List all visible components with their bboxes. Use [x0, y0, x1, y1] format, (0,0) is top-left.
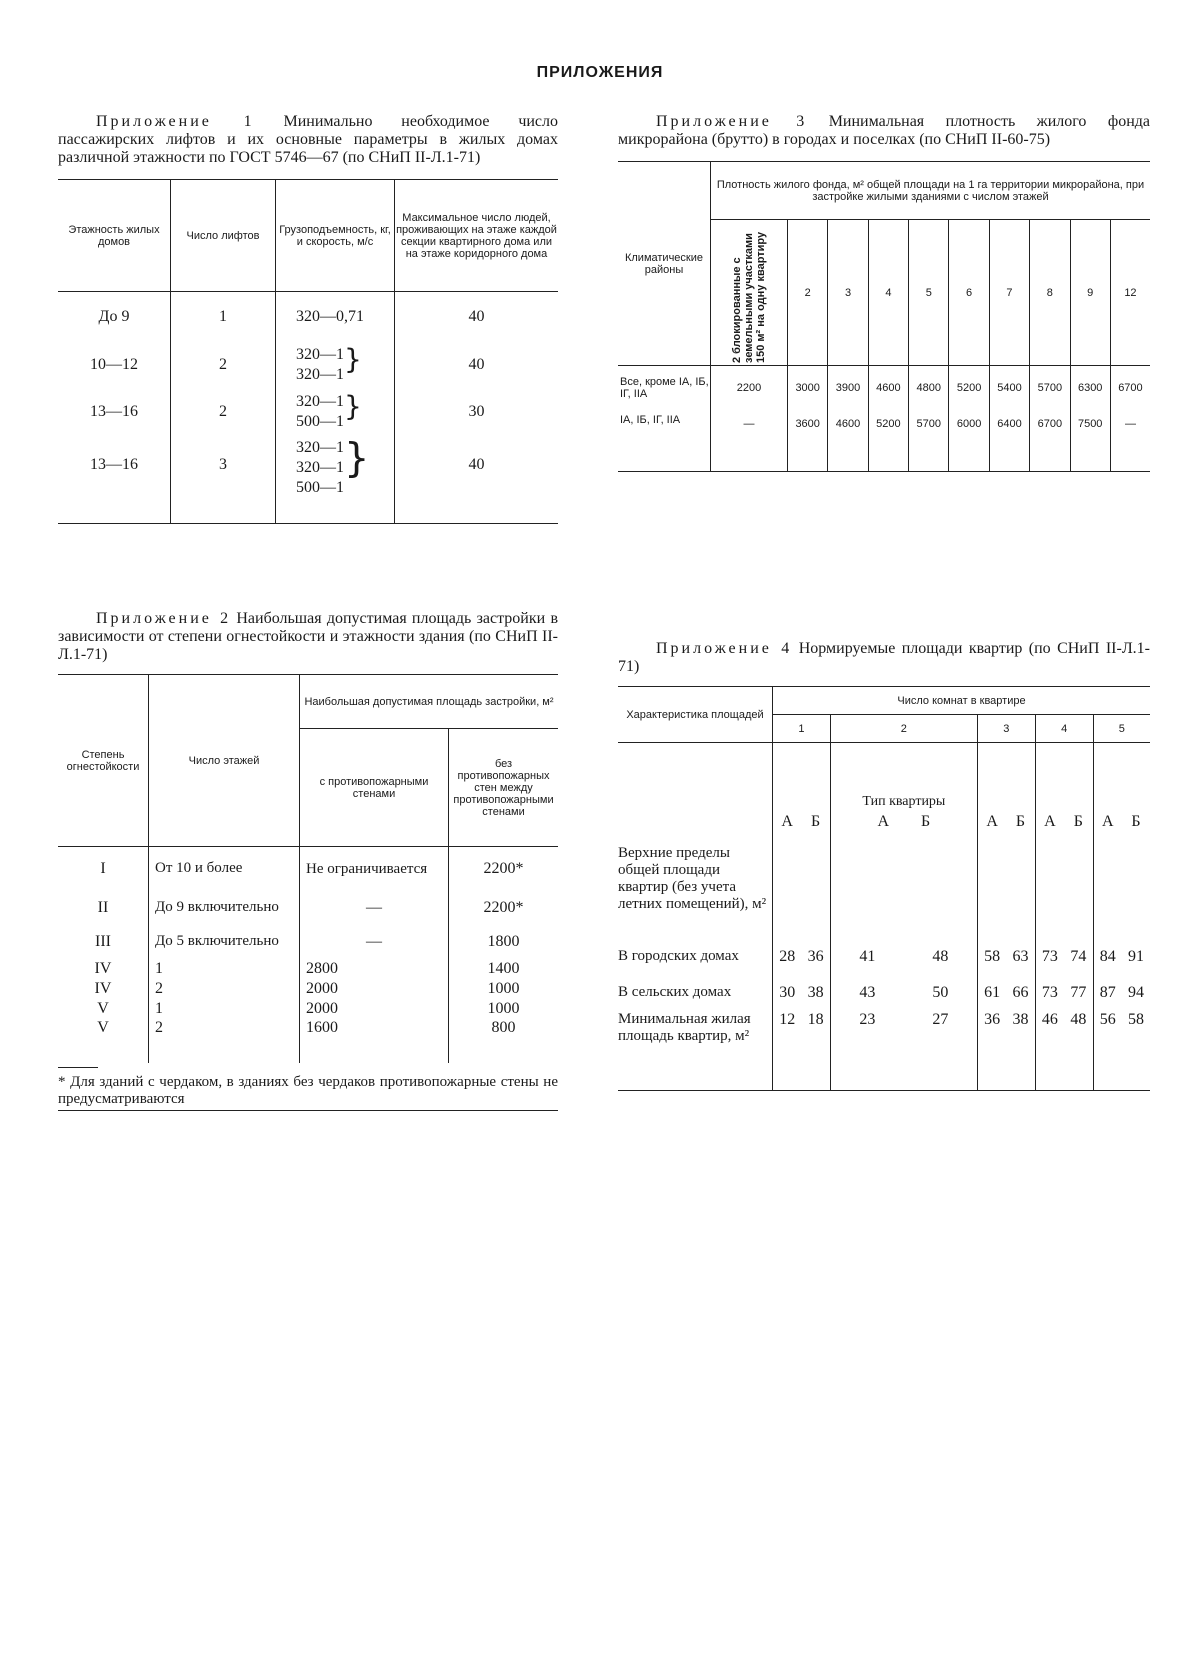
cell-lifts: 3: [171, 436, 276, 524]
cell-floors: 13—16: [58, 388, 171, 436]
cell-with-walls: —: [300, 891, 449, 925]
header-floor: 5: [909, 220, 949, 366]
cell-value: 12: [779, 1010, 796, 1028]
appendix-2: [58, 610, 558, 1111]
header-room: 3: [977, 715, 1035, 743]
cell-without-walls: 2200*: [483, 898, 524, 916]
cell-value: 28: [779, 947, 796, 965]
cell-with-walls: 2800: [300, 959, 449, 979]
cell-lifts: 2: [171, 342, 276, 388]
empty-cell: [1093, 839, 1150, 939]
capacity-value: 320—0,71: [296, 307, 364, 325]
cell-floors: 2: [149, 1019, 300, 1063]
appendix-4-lead: Приложение 4: [656, 640, 793, 657]
cell-floors: 13—16: [58, 436, 171, 524]
row-label: В сельских домах: [618, 975, 773, 1011]
cell-value: 38: [1006, 1011, 1035, 1091]
table-building-area: [58, 674, 558, 1063]
header-blocked: [711, 220, 788, 366]
cell-region: Все, кроме IА, IБ, IГ, IIА: [618, 366, 711, 410]
appendix-1-text: Минимально необходимое число пассажирских лифтов и их основные параметры в жилых домах различной этажности по ГОСТ 5746—67 (по СНиП II-Л.1-71): [58, 113, 559, 166]
cell-value: 46: [1041, 1010, 1058, 1028]
header-rooms-group: Число комнат в квартире: [773, 687, 1151, 715]
type-row-label: [618, 743, 773, 839]
cell-value: 23: [859, 1010, 876, 1028]
cell-value: 58: [984, 947, 1001, 965]
cell-value: 58: [1127, 1010, 1144, 1028]
cell-lifts: 1: [171, 292, 276, 342]
capacity-value: 320—1: [296, 392, 344, 410]
cell-type: А: [877, 812, 890, 830]
cell-capacity: [276, 436, 395, 524]
cell-people: 40: [468, 455, 485, 473]
table-row: [58, 925, 558, 959]
header-area-group: Наибольшая допустимая площадь застройки, м²: [300, 675, 559, 729]
header-floors: Число этажей: [149, 675, 300, 847]
cell-with-walls: —: [300, 925, 449, 959]
cell-degree: II: [58, 891, 149, 925]
table-lifts: [58, 179, 558, 524]
cell-value: 6400: [989, 410, 1029, 472]
cell-without-walls: 1400: [487, 959, 520, 977]
cell-floors: 1: [149, 999, 300, 1019]
cell-without-walls: 1000: [487, 979, 520, 997]
appendix-1-lead: Приложение 1: [96, 113, 255, 130]
cell-value: 5700: [1030, 366, 1070, 410]
header-floor: 8: [1030, 220, 1070, 366]
cell-capacity: [276, 388, 395, 436]
cell-type: Б: [1131, 812, 1141, 830]
cell-degree: IV: [58, 979, 149, 999]
cell-value: 73: [1041, 947, 1058, 965]
cell-without-walls: 1000: [487, 999, 520, 1017]
table-row: [58, 1019, 558, 1063]
header-room: 1: [773, 715, 831, 743]
header-people: Максимальное число людей, проживающих на этаже каждой секции квартирного дома или на этаже коридорного дома: [396, 211, 557, 260]
cell-value: 36: [801, 939, 830, 975]
cell-floors: До 5 включительно: [149, 925, 300, 959]
table-header-row: [618, 162, 1150, 220]
appendix-4-text: Нормируемые площади квартир (по СНиП II-Л.1-71): [618, 640, 1150, 675]
cell-value: 3900: [828, 366, 868, 410]
cell-value: 3000: [788, 366, 828, 410]
cell-type: Б: [1064, 743, 1093, 839]
cell-without-walls: 800: [491, 1018, 516, 1036]
page-title: ПРИЛОЖЕНИЯ: [536, 64, 664, 81]
table-row: [618, 839, 1150, 939]
header-floor: 9: [1070, 220, 1110, 366]
table-row: [618, 1011, 1150, 1091]
appendix-4: [618, 640, 1150, 1091]
header-floor: 2: [788, 220, 828, 366]
cell-type: А: [781, 812, 793, 830]
cell-value: 91: [1127, 947, 1144, 965]
cell-capacity: [276, 342, 395, 388]
cell-value: 4600: [828, 410, 868, 472]
appendix-3: [618, 113, 1150, 472]
cell-floors: 10—12: [58, 342, 171, 388]
empty-cell: [1035, 839, 1093, 939]
type-label: Тип квартиры: [862, 793, 946, 809]
cell-people: 40: [468, 355, 485, 373]
header-degree: Степень огнестойкости: [58, 675, 149, 847]
cell-type: А: [1044, 812, 1056, 830]
cell-value: 4800: [909, 366, 949, 410]
cell-type: Б: [921, 812, 931, 830]
cell-value: 6000: [949, 410, 989, 472]
cell-value: 84: [1099, 947, 1116, 965]
header-floor: 6: [949, 220, 989, 366]
table-row: [58, 959, 558, 979]
cell-degree: V: [58, 1019, 149, 1063]
header-floors: Этажность жилых домов: [58, 180, 171, 292]
table-row: [58, 891, 558, 925]
empty-cell: [830, 839, 977, 939]
table-row: [618, 939, 1150, 975]
cell-value: 73: [1041, 983, 1058, 1001]
cell-without-walls: 1800: [487, 932, 520, 950]
cell-value: 6300: [1070, 366, 1110, 410]
table-row: [58, 292, 558, 342]
table-header-row: [58, 180, 558, 292]
cell-lifts: 2: [171, 388, 276, 436]
table-end-rule: [58, 1110, 558, 1111]
cell-value: 41: [859, 947, 876, 965]
cell-with-walls: 2000: [300, 999, 449, 1019]
header-blocked-text: 2 блокированные с земельными участками 150 м² на одну квартиру: [731, 231, 767, 363]
cell-value: 6700: [1030, 410, 1070, 472]
header-room: 5: [1118, 722, 1125, 735]
cell-floors: До 9: [58, 292, 171, 342]
cell-type: А: [1101, 812, 1114, 830]
header-without-walls: без противопожарных стен между противопожарными стенами: [453, 757, 554, 818]
cell-value: 7500: [1070, 410, 1110, 472]
cell-value: —: [711, 410, 788, 472]
appendix-3-lead: Приложение 3: [656, 113, 808, 130]
header-density-group: Плотность жилого фонда, м² общей площади на 1 га территории микрорайона, при застройке жилыми зданиями с числом этажей: [711, 162, 1151, 220]
capacity-value: 320—1: [296, 438, 344, 456]
empty-cell: [773, 839, 831, 939]
cell-value: 5200: [949, 366, 989, 410]
capacity-value: 320—1: [296, 345, 344, 363]
cell-value: 50: [904, 975, 978, 1011]
table-row: [618, 410, 1150, 472]
table-row: [58, 436, 558, 524]
appendix-2-caption: [58, 610, 558, 664]
table-row: [58, 342, 558, 388]
cell-value: 5700: [909, 410, 949, 472]
appendix-2-lead: Приложение 2: [96, 610, 232, 627]
brace-glyph: }: [344, 342, 362, 376]
empty-cell: [977, 839, 1035, 939]
capacity-value: 320—1: [296, 458, 344, 476]
cell-value: 77: [1064, 975, 1093, 1011]
cell-value: 6700: [1118, 381, 1143, 394]
cell-type: Б: [1006, 743, 1035, 839]
table-row: [58, 979, 558, 999]
cell-floors: От 10 и более: [149, 847, 300, 891]
appendix-2-text: Наибольшая допустимая площадь застройки в зависимости от степени огнестойкости и этажности здания (по СНиП II-Л.1-71): [58, 610, 558, 663]
cell-floors: До 9 включительно: [149, 891, 300, 925]
row-label: Минимальная жилая площадь квартир, м²: [618, 1011, 773, 1091]
cell-degree: III: [58, 925, 149, 959]
cell-value: 18: [801, 1011, 830, 1091]
table-row: [618, 975, 1150, 1011]
brace-glyph: }: [344, 389, 362, 423]
cell-region: IА, IБ, IГ, IIА: [618, 410, 711, 472]
cell-floors: 2: [149, 979, 300, 999]
cell-value: —: [1124, 417, 1136, 430]
footnote-rule: [58, 1067, 98, 1068]
cell-people: 40: [468, 307, 485, 325]
cell-with-walls: Не ограничивается: [300, 847, 449, 891]
header-room: 4: [1035, 715, 1093, 743]
cell-floors: 1: [149, 959, 300, 979]
header-lifts: Число лифтов: [171, 180, 276, 292]
cell-value: 74: [1064, 939, 1093, 975]
table-apartment-areas: [618, 686, 1150, 1091]
cell-value: 48: [1064, 1011, 1093, 1091]
cell-degree: V: [58, 999, 149, 1019]
appendix-3-text: Минимальная плотность жилого фонда микрорайона (брутто) в городах и поселках (по СНиП II-60-75): [618, 113, 1150, 148]
cell-value: 94: [1127, 983, 1144, 1001]
header-floor: 12: [1124, 286, 1137, 299]
cell-with-walls: 2000: [300, 979, 449, 999]
header-room: 2: [830, 715, 977, 743]
header-characteristic: Характеристика площадей: [618, 687, 773, 743]
cell-value: 27: [904, 1011, 978, 1091]
cell-degree: IV: [58, 959, 149, 979]
cell-value: 66: [1006, 975, 1035, 1011]
cell-type: Б: [801, 743, 830, 839]
cell-value: 5200: [868, 410, 908, 472]
cell-value: 4600: [868, 366, 908, 410]
header-regions: Климатические районы: [618, 162, 711, 366]
table-row: [58, 388, 558, 436]
appendix-4-caption: [618, 640, 1150, 676]
cell-without-walls: 2200*: [483, 859, 524, 877]
cell-value: 48: [904, 939, 978, 975]
cell-value: 38: [801, 975, 830, 1011]
table-row: [618, 366, 1150, 410]
capacity-value: 500—1: [296, 412, 344, 430]
cell-value: 36: [984, 1010, 1001, 1028]
header-floor: 4: [868, 220, 908, 366]
row-label: Верхние пределы общей площади квартир (без учета летних помещений), м²: [618, 839, 773, 939]
cell-degree: I: [58, 847, 149, 891]
appendix-1-caption: [58, 113, 558, 167]
cell-value: 3600: [788, 410, 828, 472]
cell-people: 30: [468, 402, 485, 420]
cell-value: 61: [984, 983, 1001, 1001]
cell-value: 87: [1099, 983, 1116, 1001]
table-row: [58, 847, 558, 891]
brace-glyph: }: [344, 435, 370, 482]
appendix-1: [58, 113, 558, 524]
header-floor: 7: [989, 220, 1029, 366]
capacity-value: 320—1: [296, 365, 344, 383]
cell-capacity: [276, 292, 395, 342]
table-row: [618, 743, 1150, 839]
row-label: В городских домах: [618, 939, 773, 975]
appendix-3-caption: [618, 113, 1150, 149]
cell-value: 2200: [711, 366, 788, 410]
table-row: [58, 999, 558, 1019]
table-header-row: [58, 675, 558, 729]
capacity-value: 500—1: [296, 478, 344, 496]
header-with-walls: с противопожарными стенами: [300, 729, 449, 847]
cell-type: А: [986, 812, 998, 830]
footnote: * Для зданий с чердаком, в зданиях без чердаков противопожарные стены не предусматриваются: [58, 1073, 558, 1107]
header-capacity: Грузоподъемность, кг, и скорость, м/с: [276, 180, 395, 292]
table-header-row: [618, 687, 1150, 715]
table-housing-density: [618, 161, 1150, 472]
cell-value: 56: [1099, 1010, 1116, 1028]
cell-type-group: [830, 743, 977, 839]
cell-value: 30: [779, 983, 796, 1001]
cell-value: 5400: [989, 366, 1029, 410]
header-floor: 3: [828, 220, 868, 366]
cell-with-walls: 1600: [300, 1019, 449, 1063]
cell-value: 43: [859, 983, 876, 1001]
cell-value: 63: [1006, 939, 1035, 975]
